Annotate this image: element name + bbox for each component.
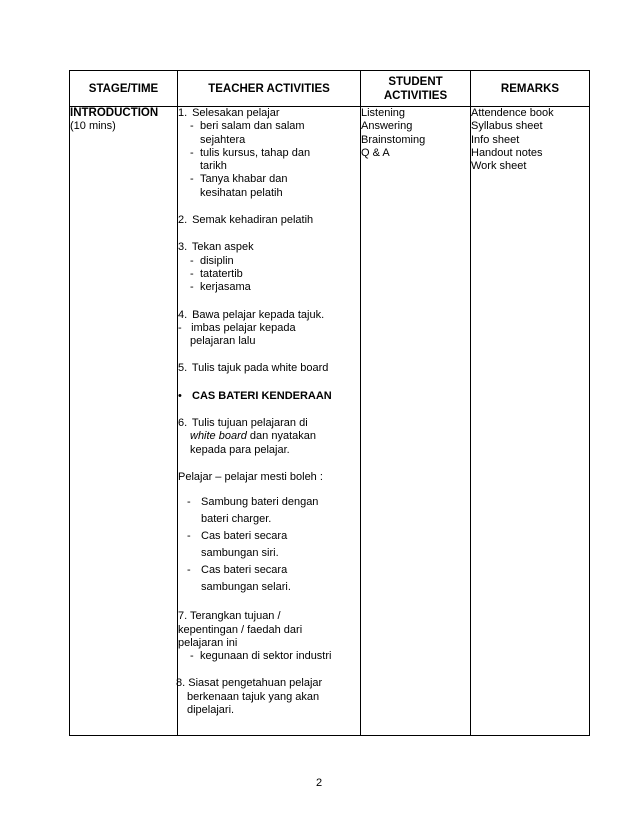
step-8	[176, 677, 360, 717]
step-7-line-3: pelajaran ini	[178, 636, 238, 649]
step-6-italic-term: white board	[190, 430, 247, 443]
remarks-cell	[471, 107, 590, 736]
student-activity-2: Answering	[361, 120, 413, 133]
teacher-activities-cell	[178, 107, 361, 736]
step-5-number: 5.	[178, 362, 188, 375]
step-6	[178, 417, 360, 457]
step-8-line-1: 8. Siasat pengetahuan pelajar	[176, 677, 323, 690]
remark-3: Info sheet	[471, 133, 520, 146]
remark-5: Work sheet	[471, 160, 527, 173]
step-2	[178, 214, 360, 227]
stage-title: INTRODUCTION	[70, 107, 159, 119]
step-6-line-2-rest: dan nyatakan	[246, 430, 316, 443]
student-activity-4: Q & A	[361, 146, 390, 159]
header-remarks: REMARKS	[471, 71, 590, 107]
step-1-text: Selesakan pelajar	[192, 107, 280, 119]
lesson-topic-text: CAS BATERI KENDERAAN	[192, 389, 332, 402]
lesson-topic	[178, 390, 360, 403]
step-3-sub-1-dash: -	[190, 254, 194, 267]
student-activities-cell	[361, 107, 471, 736]
step-1-number: 1.	[178, 107, 188, 119]
step-7-sub-dash: -	[190, 650, 194, 663]
step-7-line-2: kepentingan / faedah dari	[178, 623, 303, 636]
header-student-activities-text: STUDENT ACTIVITIES	[383, 75, 448, 102]
step-8-line-2: berkenaan tajuk yang akan	[187, 690, 320, 703]
outcome-1-line-2: bateri charger.	[201, 513, 272, 526]
step-3-text: Tekan aspek	[191, 241, 254, 254]
step-3-sub-2-dash: -	[190, 267, 194, 280]
step-1-sub-3-dash: -	[190, 173, 194, 186]
lesson-plan-table	[69, 70, 590, 736]
step-4-number: 4.	[178, 308, 188, 321]
outcome-2-line-2: sambungan siri.	[201, 547, 279, 560]
step-7	[178, 610, 360, 663]
header-row	[70, 71, 590, 107]
step-6-number: 6.	[178, 417, 188, 430]
step-1-sub-1-dash: -	[190, 120, 194, 133]
stage-cell	[70, 107, 178, 736]
step-8-line-3: dipelajari.	[187, 704, 235, 717]
step-7-sub-text: kegunaan di sektor industri	[200, 650, 332, 663]
page-number: 2	[315, 777, 323, 789]
step-4	[178, 309, 360, 349]
outcomes-intro: Pelajar – pelajar mesti boleh :	[178, 470, 323, 483]
step-3-sub-2: tatatertib	[200, 267, 243, 280]
step-1-sub-3-line-2: kesihatan pelatih	[200, 186, 283, 199]
remark-2: Syllabus sheet	[471, 120, 543, 133]
step-4-sub-line-1: imbas pelajar kepada	[191, 321, 296, 334]
step-7-line-1: 7. Terangkan tujuan /	[178, 610, 281, 623]
remark-1: Attendence book	[471, 107, 554, 119]
student-activity-3: Brainstoming	[361, 133, 426, 146]
step-5-text: Tulis tajuk pada white board	[191, 362, 329, 375]
outcome-1-line-1: Sambung bateri dengan	[201, 496, 319, 509]
step-1-sub-2-line-2: tarikh	[200, 160, 227, 173]
student-activity-1: Listening	[361, 107, 406, 119]
bullet-icon: •	[178, 389, 182, 402]
step-2-text: Semak kehadiran pelatih	[192, 214, 314, 227]
stage-time: (10 mins)	[70, 120, 116, 133]
step-3-sub-1: disiplin	[200, 254, 234, 267]
remark-4: Handout notes	[471, 146, 543, 159]
step-1-sub-2-dash: -	[190, 146, 194, 159]
outcome-1-dash: -	[187, 496, 191, 509]
outcomes-list	[178, 494, 360, 596]
header-stage-time: STAGE/TIME	[70, 71, 178, 107]
outcome-3-line-1: Cas bateri secara	[201, 564, 288, 577]
step-6-line-1: Tulis tujuan pelajaran di	[191, 417, 308, 430]
step-3	[178, 241, 360, 294]
outcome-2-line-1: Cas bateri secara	[201, 530, 288, 543]
step-3-sub-3: kerjasama	[200, 281, 251, 294]
outcome-3-line-2: sambungan selari.	[201, 581, 291, 594]
step-4-text: Bawa pelajar kepada tajuk.	[192, 308, 325, 321]
step-4-sub-line-2: pelajaran lalu	[190, 335, 256, 348]
step-2-number: 2.	[178, 214, 188, 227]
step-1-sub-2-line-1: tulis kursus, tahap dan	[200, 146, 311, 159]
outcome-3-dash: -	[187, 564, 191, 577]
step-1-sub-3-line-1: Tanya khabar dan	[200, 173, 288, 186]
step-3-number: 3.	[178, 241, 188, 254]
header-student-activities	[361, 71, 471, 107]
step-6-line-3: kepada para pelajar.	[190, 443, 290, 456]
header-teacher-activities: TEACHER ACTIVITIES	[178, 71, 361, 107]
step-1-sub-1-line-1: beri salam dan salam	[200, 120, 305, 133]
step-5	[178, 362, 360, 375]
body-row	[70, 107, 590, 736]
step-4-sub-dash: -	[178, 321, 182, 334]
outcome-2-dash: -	[187, 530, 191, 543]
step-3-sub-3-dash: -	[190, 281, 194, 294]
step-1	[178, 107, 360, 200]
step-1-sub-1-line-2: sejahtera	[200, 133, 246, 146]
